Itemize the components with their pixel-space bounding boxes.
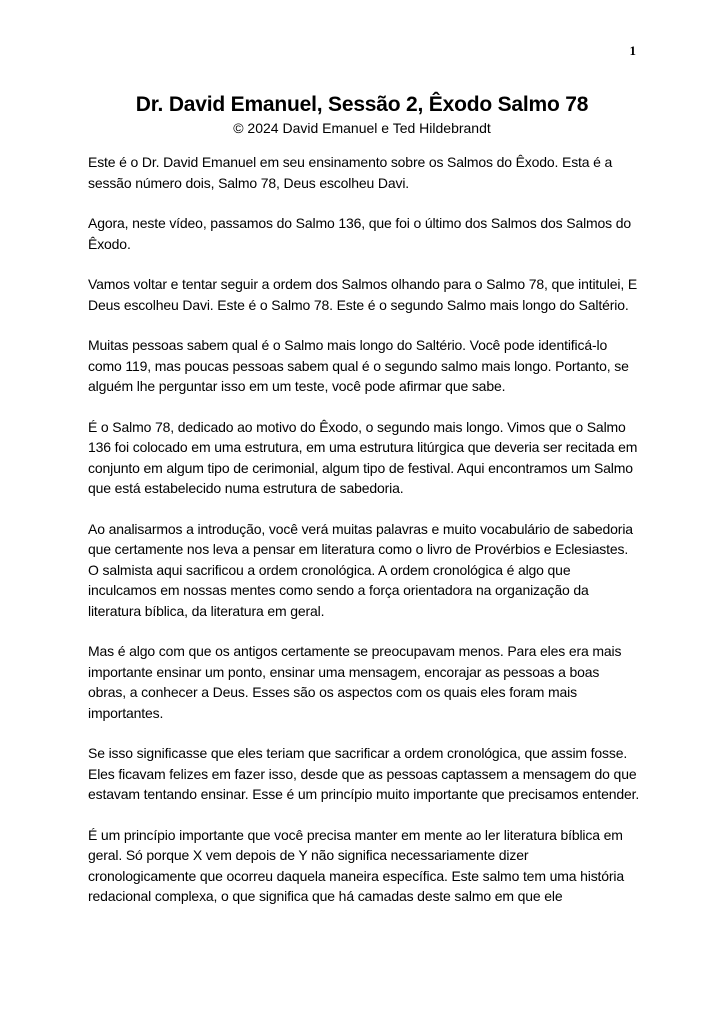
paragraph: Muitas pessoas sabem qual é o Salmo mais longo do Saltério. Você pode identificá-lo como 119, mas poucas pessoas sabem qual é o segundo salmo mais longo. Portanto, se alguém lhe perguntar isso em um teste, você pode afirmar que sabe. — [88, 337, 629, 394]
paragraph: É o Salmo 78, dedicado ao motivo do Êxodo, o segundo mais longo. Vimos que o Salmo 136 foi colocado em uma estrutura, em uma estrutura litúrgica que deveria ser recitada em conjunto em algum tipo de cerimonial, algum tipo de festival. Aqui encontramos um Salmo que está estabelecido numa estrutura de sabedoria. — [88, 418, 638, 496]
paragraph: Vamos voltar e tentar seguir a ordem dos Salmos olhando para o Salmo 78, que intitulei, E Deus escolheu Davi. Este é o Salmo 78. Este é o segundo Salmo mais longo do Saltério. — [88, 276, 638, 313]
page-number: 1 — [629, 43, 636, 58]
document-body — [88, 152, 640, 927]
copyright-line: © 2024 David Emanuel e Ted Hildebrandt — [233, 120, 491, 136]
paragraph: Se isso significasse que eles teriam que sacrificar a ordem cronológica, que assim fosse. Eles ficavam felizes em fazer isso, desde que as pessoas captassem a mensagem do que estavam tentando ensinar. Esse é um princípio muito importante que precisamos entender. — [88, 745, 640, 802]
document-title: Dr. David Emanuel, Sessão 2, Êxodo Salmo 78 — [135, 93, 589, 116]
paragraph: Este é o Dr. David Emanuel em seu ensinamento sobre os Salmos do Êxodo. Esta é a sessão número dois, Salmo 78, Deus escolheu Davi. — [88, 154, 613, 191]
paragraph: É um princípio importante que você precisa manter em mente ao ler literatura bíblica em geral. Só porque X vem depois de Y não significa necessariamente dizer cronologicamente que ocorreu daquela maneira específica. Este salmo tem uma história redacional complexa, o que significa que há camadas deste salmo em que ele — [88, 826, 625, 904]
paragraph: Agora, neste vídeo, passamos do Salmo 136, que foi o último dos Salmos dos Salmos do Êxodo. — [88, 215, 632, 252]
paragraph: Mas é algo com que os antigos certamente se preocupavam menos. Para eles era mais importante ensinar um ponto, ensinar uma mensagem, encorajar as pessoas a boas obras, a conhecer a Deus. Esses são os aspectos com os quais eles foram mais importantes. — [88, 643, 622, 721]
paragraph: Ao analisarmos a introdução, você verá muitas palavras e muito vocabulário de sabedoria que certamente nos leva a pensar em literatura como o livro de Provérbios e Eclesiastes. O salmista aqui sacrificou a ordem cronológica. A ordem cronológica é algo que inculcamos em nossas mentes como sendo a força orientadora na organização da literatura bíblica, da literatura em geral. — [88, 520, 633, 619]
